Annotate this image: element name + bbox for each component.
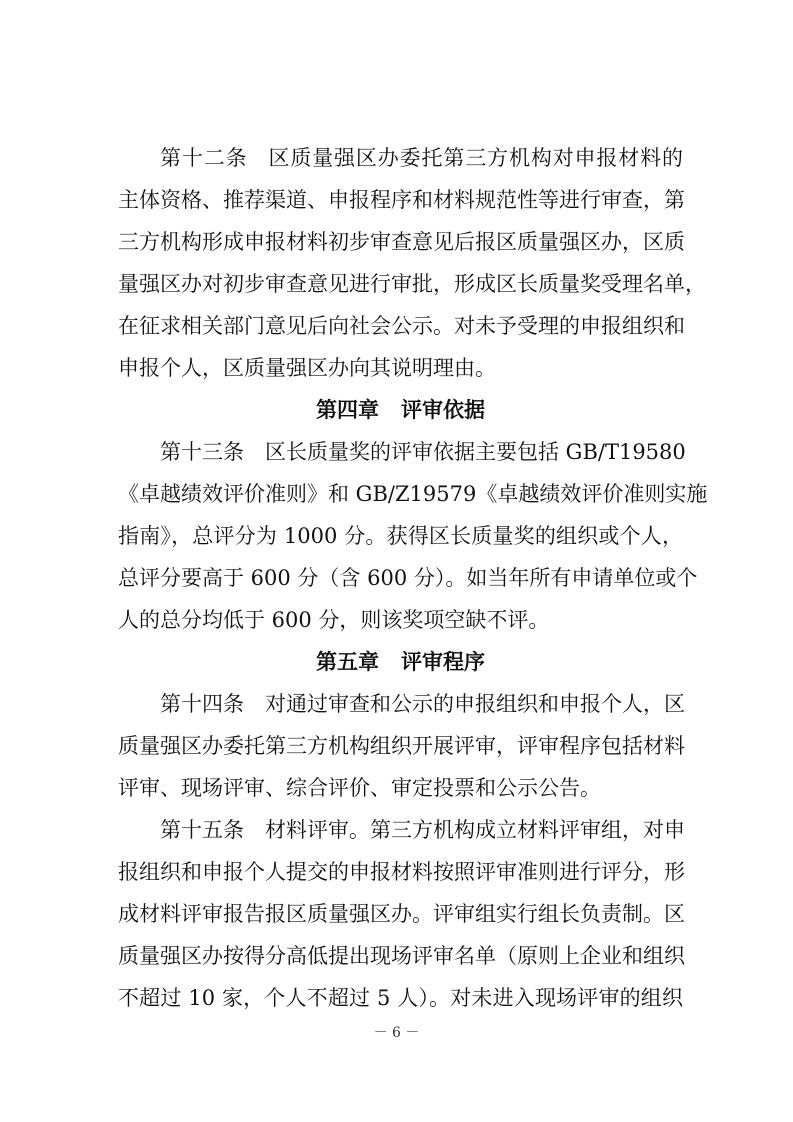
article-13-line-3: 指南》，总评分为 1000 分。获得区长质量奖的组织或个人， bbox=[118, 524, 683, 548]
article-12-line-2: 主体资格、推荐渠道、申报程序和材料规范性等进行审查，第 bbox=[118, 188, 685, 212]
article-12-line-4: 量强区办对初步审查意见进行审批，形成区长质量奖受理名单， bbox=[118, 272, 706, 296]
chapter-5-heading: 第五章 评审程序 bbox=[316, 650, 485, 674]
article-12-line-6: 申报个人，区质量强区办向其说明理由。 bbox=[118, 356, 496, 380]
article-14-line-3: 评审、现场评审、综合评价、审定投票和公示公告。 bbox=[118, 776, 601, 800]
article-15-line-3: 成材料评审报告报区质量强区办。评审组实行组长负责制。区 bbox=[118, 902, 685, 926]
article-13-line-1: 第十三条 区长质量奖的评审依据主要包括 GB/T19580 bbox=[160, 440, 686, 464]
article-13-line-5: 人的总分均低于 600 分，则该奖项空缺不评。 bbox=[118, 608, 550, 632]
article-15-label: 第十五条 bbox=[160, 818, 244, 842]
article-15-line-4: 质量强区办按得分高低提出现场评审名单（原则上企业和组织 bbox=[118, 944, 685, 968]
article-14-label: 第十四条 bbox=[160, 692, 244, 716]
article-14-line-1: 第十四条 对通过审查和公示的申报组织和申报个人，区 bbox=[160, 692, 685, 716]
article-15-line-5: 不超过 10 家，个人不超过 5 人）。对未进入现场评审的组织 bbox=[118, 986, 683, 1010]
page-number: － 6 － bbox=[373, 1025, 420, 1041]
chapter-4-heading: 第四章 评审依据 bbox=[316, 398, 485, 422]
article-13-line-4: 总评分要高于 600 分（含 600 分）。如当年所有申请单位或个 bbox=[118, 566, 698, 590]
article-13-line-2: 《卓越绩效评价准则》和 GB/Z19579《卓越绩效评价准则实施 bbox=[118, 482, 708, 506]
article-12-line-3: 三方机构形成申报材料初步审查意见后报区质量强区办，区质 bbox=[118, 230, 685, 254]
article-15-line-1: 第十五条 材料评审。第三方机构成立材料评审组，对申 bbox=[160, 818, 685, 842]
article-12-line-5: 在征求相关部门意见后向社会公示。对未予受理的申报组织和 bbox=[118, 314, 685, 338]
article-12-line-1: 第十二条 区质量强区办委托第三方机构对申报材料的 bbox=[160, 146, 684, 170]
article-14-line-2: 质量强区办委托第三方机构组织开展评审，评审程序包括材料 bbox=[118, 734, 685, 758]
article-15-line-2: 报组织和申报个人提交的申报材料按照评审准则进行评分，形 bbox=[118, 860, 685, 884]
article-12-label: 第十二条 bbox=[160, 146, 248, 170]
article-13-label: 第十三条 bbox=[160, 440, 244, 464]
